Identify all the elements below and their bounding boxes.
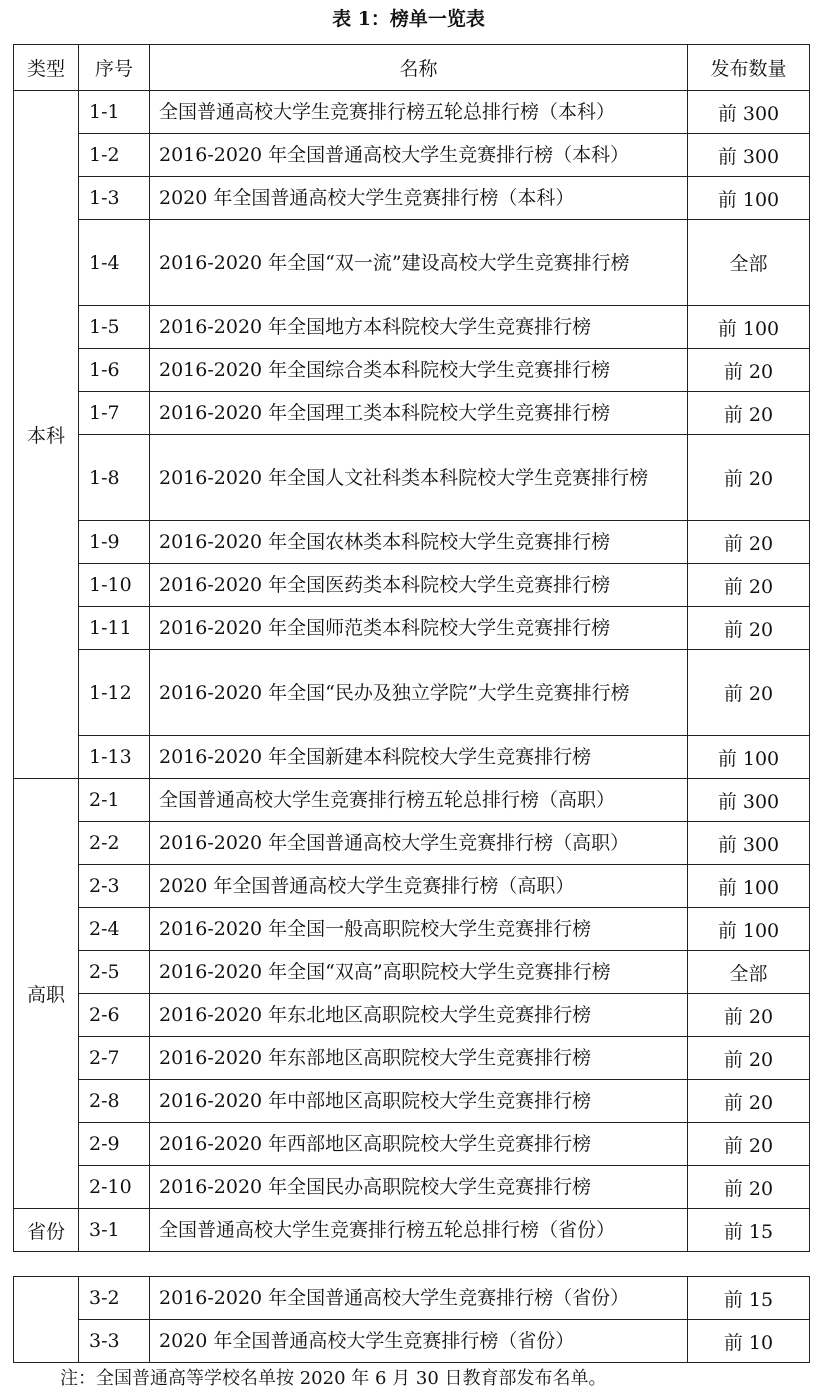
row-name: 2016-2020 年全国地方本科院校大学生竞赛排行榜 <box>150 306 688 349</box>
row-seq: 1-3 <box>79 177 150 220</box>
row-name: 2016-2020 年全国普通高校大学生竞赛排行榜（高职） <box>150 822 688 865</box>
row-name: 2016-2020 年全国综合类本科院校大学生竞赛排行榜 <box>150 349 688 392</box>
row-seq: 3-3 <box>79 1320 150 1363</box>
row-name: 2016-2020 年东北地区高职院校大学生竞赛排行榜 <box>150 994 688 1037</box>
table-row <box>14 1037 810 1080</box>
row-name: 2016-2020 年全国师范类本科院校大学生竞赛排行榜 <box>150 607 688 650</box>
ranking-table-continued <box>13 1276 810 1363</box>
row-count: 前 100 <box>688 177 810 220</box>
row-seq: 2-5 <box>79 951 150 994</box>
row-name: 2016-2020 年全国理工类本科院校大学生竞赛排行榜 <box>150 392 688 435</box>
row-seq: 2-4 <box>79 908 150 951</box>
row-count: 前 20 <box>688 650 810 736</box>
row-seq: 2-7 <box>79 1037 150 1080</box>
row-name: 2016-2020 年全国“民办及独立学院”大学生竞赛排行榜 <box>150 650 688 736</box>
table-row <box>14 392 810 435</box>
table-row <box>14 865 810 908</box>
row-seq: 3-2 <box>79 1277 150 1320</box>
header-type: 类型 <box>14 45 79 91</box>
table-row <box>14 306 810 349</box>
row-name: 2020 年全国普通高校大学生竞赛排行榜（高职） <box>150 865 688 908</box>
row-count: 前 300 <box>688 779 810 822</box>
row-name: 2020 年全国普通高校大学生竞赛排行榜（本科） <box>150 177 688 220</box>
table-row <box>14 134 810 177</box>
row-count: 前 300 <box>688 91 810 134</box>
row-seq: 2-10 <box>79 1166 150 1209</box>
row-seq: 3-1 <box>79 1209 150 1252</box>
table-row <box>14 349 810 392</box>
row-seq: 2-6 <box>79 994 150 1037</box>
table-row <box>14 1166 810 1209</box>
table-row <box>14 908 810 951</box>
row-name: 2016-2020 年中部地区高职院校大学生竞赛排行榜 <box>150 1080 688 1123</box>
row-seq: 1-11 <box>79 607 150 650</box>
row-name: 2016-2020 年全国医药类本科院校大学生竞赛排行榜 <box>150 564 688 607</box>
row-type: 本科 <box>14 91 79 779</box>
row-seq: 1-4 <box>79 220 150 306</box>
row-seq: 1-10 <box>79 564 150 607</box>
table-row <box>14 564 810 607</box>
row-name: 2016-2020 年全国一般高职院校大学生竞赛排行榜 <box>150 908 688 951</box>
row-count: 前 10 <box>688 1320 810 1363</box>
table-caption: 表 1：榜单一览表 <box>332 8 485 30</box>
table-row <box>14 736 810 779</box>
table-row <box>14 650 810 736</box>
table-row <box>14 1209 810 1252</box>
row-seq: 2-1 <box>79 779 150 822</box>
row-name: 全国普通高校大学生竞赛排行榜五轮总排行榜（省份） <box>150 1209 688 1252</box>
row-count: 前 20 <box>688 607 810 650</box>
row-seq: 1-12 <box>79 650 150 736</box>
row-name: 2016-2020 年全国农林类本科院校大学生竞赛排行榜 <box>150 521 688 564</box>
row-name: 2016-2020 年东部地区高职院校大学生竞赛排行榜 <box>150 1037 688 1080</box>
row-seq: 1-8 <box>79 435 150 521</box>
row-seq: 1-13 <box>79 736 150 779</box>
row-name: 2016-2020 年全国新建本科院校大学生竞赛排行榜 <box>150 736 688 779</box>
table-row <box>14 1320 810 1363</box>
row-count: 前 20 <box>688 1166 810 1209</box>
row-count: 前 100 <box>688 736 810 779</box>
row-seq: 2-3 <box>79 865 150 908</box>
row-name: 2020 年全国普通高校大学生竞赛排行榜（省份） <box>150 1320 688 1363</box>
row-seq: 1-2 <box>79 134 150 177</box>
header-name: 名称 <box>150 45 688 91</box>
row-count: 全部 <box>688 951 810 994</box>
row-seq: 1-5 <box>79 306 150 349</box>
row-count: 前 20 <box>688 349 810 392</box>
table-row <box>14 177 810 220</box>
row-name: 2016-2020 年全国民办高职院校大学生竞赛排行榜 <box>150 1166 688 1209</box>
row-count: 前 15 <box>688 1277 810 1320</box>
row-seq: 1-6 <box>79 349 150 392</box>
row-name: 2016-2020 年全国人文社科类本科院校大学生竞赛排行榜 <box>150 435 688 521</box>
table-row <box>14 822 810 865</box>
row-name: 2016-2020 年全国“双高”高职院校大学生竞赛排行榜 <box>150 951 688 994</box>
row-name: 2016-2020 年全国“双一流”建设高校大学生竞赛排行榜 <box>150 220 688 306</box>
table-row <box>14 951 810 994</box>
table-row <box>14 779 810 822</box>
row-count: 全部 <box>688 220 810 306</box>
row-seq: 2-9 <box>79 1123 150 1166</box>
row-count: 前 100 <box>688 306 810 349</box>
row-seq: 2-2 <box>79 822 150 865</box>
row-seq: 1-7 <box>79 392 150 435</box>
header-count: 发布数量 <box>688 45 810 91</box>
row-name: 全国普通高校大学生竞赛排行榜五轮总排行榜（本科） <box>150 91 688 134</box>
row-name: 2016-2020 年全国普通高校大学生竞赛排行榜（省份） <box>150 1277 688 1320</box>
row-seq: 2-8 <box>79 1080 150 1123</box>
header-seq: 序号 <box>79 45 150 91</box>
row-seq: 1-9 <box>79 521 150 564</box>
row-count: 前 20 <box>688 1037 810 1080</box>
table-row <box>14 521 810 564</box>
row-count: 前 20 <box>688 994 810 1037</box>
row-count: 前 300 <box>688 822 810 865</box>
table-row <box>14 435 810 521</box>
header-row <box>14 45 810 91</box>
row-type: 高职 <box>14 779 79 1209</box>
row-count: 前 20 <box>688 1123 810 1166</box>
row-seq: 1-1 <box>79 91 150 134</box>
row-count: 前 20 <box>688 564 810 607</box>
table-row <box>14 1277 810 1320</box>
row-count: 前 300 <box>688 134 810 177</box>
row-name: 2016-2020 年西部地区高职院校大学生竞赛排行榜 <box>150 1123 688 1166</box>
row-count: 前 20 <box>688 1080 810 1123</box>
row-count: 前 20 <box>688 392 810 435</box>
footnote: 注：全国普通高等学校名单按 2020 年 6 月 30 日教育部发布名单。 <box>60 1368 607 1389</box>
table-row <box>14 220 810 306</box>
row-type-empty <box>14 1277 79 1363</box>
table-body-continued <box>14 1277 810 1363</box>
table-row <box>14 607 810 650</box>
table-body <box>14 91 810 1252</box>
row-count: 前 15 <box>688 1209 810 1252</box>
row-name: 2016-2020 年全国普通高校大学生竞赛排行榜（本科） <box>150 134 688 177</box>
row-count: 前 100 <box>688 908 810 951</box>
row-count: 前 20 <box>688 521 810 564</box>
ranking-table <box>13 44 810 1252</box>
table-row <box>14 1080 810 1123</box>
row-count: 前 100 <box>688 865 810 908</box>
row-name: 全国普通高校大学生竞赛排行榜五轮总排行榜（高职） <box>150 779 688 822</box>
row-type: 省份 <box>14 1209 79 1252</box>
table-row <box>14 1123 810 1166</box>
row-count: 前 20 <box>688 435 810 521</box>
table-row <box>14 91 810 134</box>
table-row <box>14 994 810 1037</box>
